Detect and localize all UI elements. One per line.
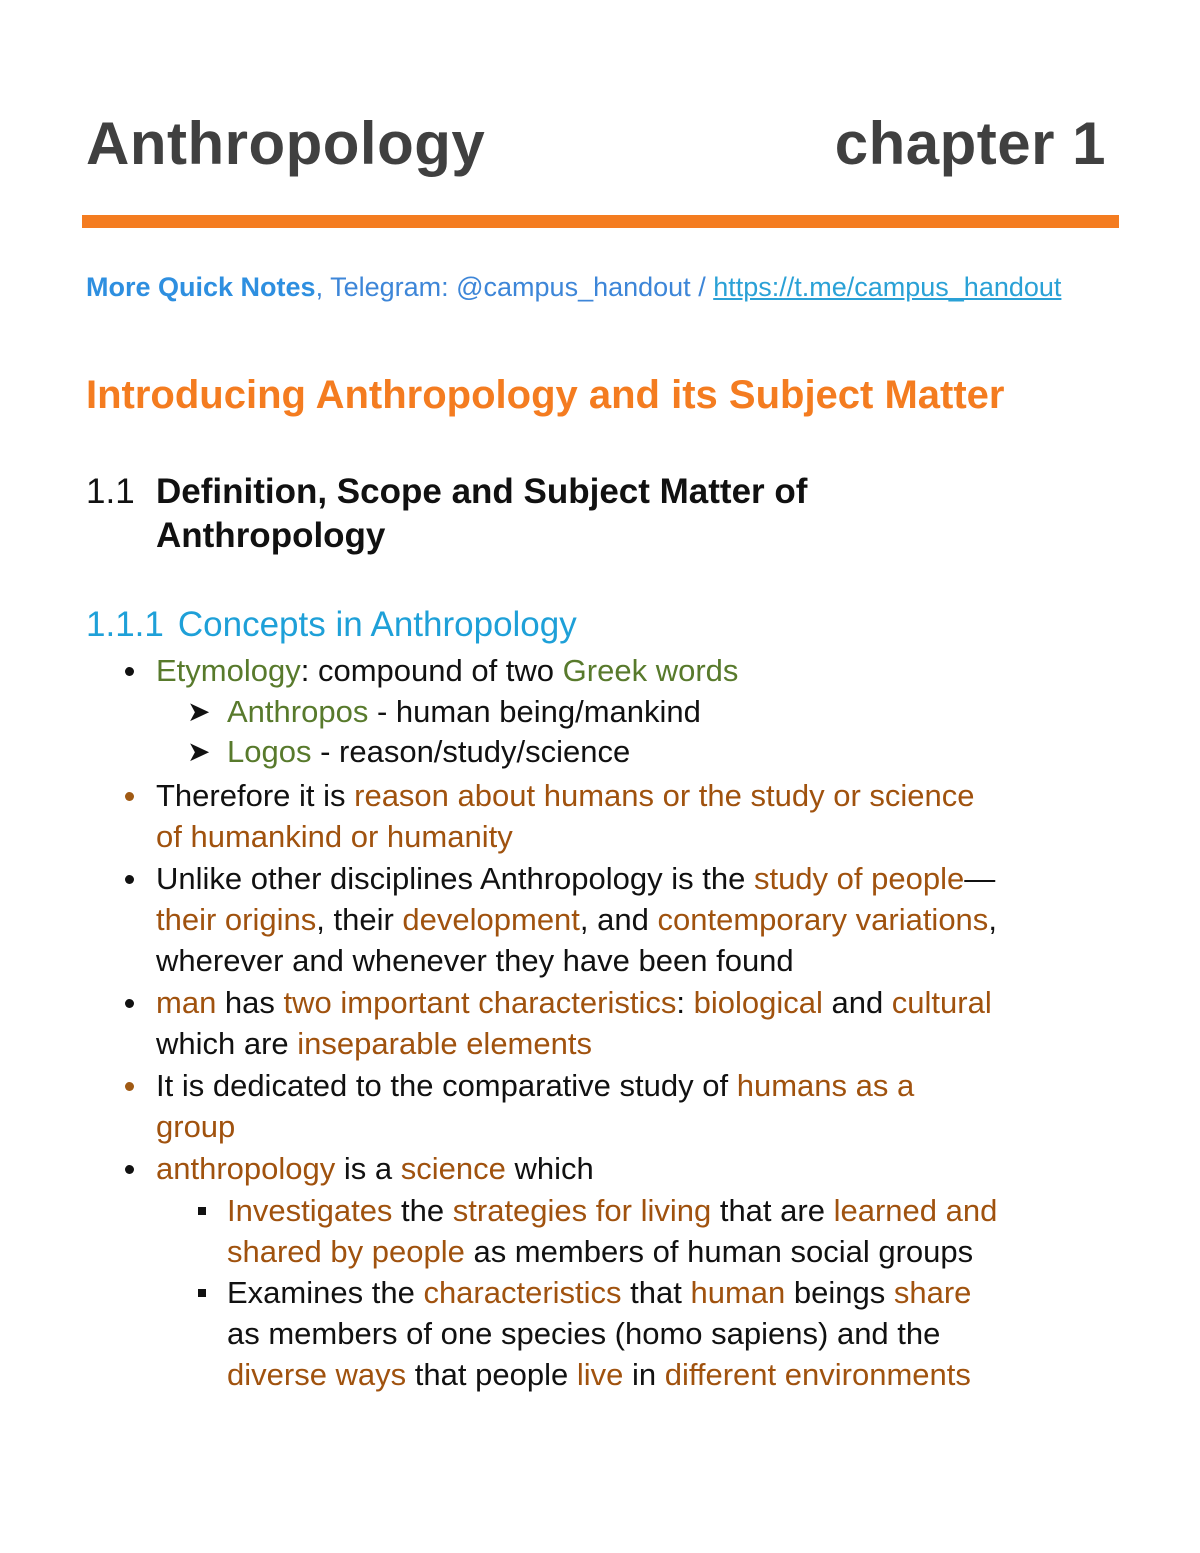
section-title-line-1: Definition, Scope and Subject Matter of (156, 472, 808, 511)
term: group (156, 1109, 236, 1144)
subsection-heading (86, 603, 577, 647)
term: study of people (753, 861, 965, 896)
term: share (893, 1275, 972, 1310)
term: two important characteristics (283, 985, 677, 1020)
text: , their (316, 902, 403, 937)
list-item-anthropos (187, 691, 1127, 732)
text: : compound of two (300, 653, 563, 688)
term: learned and (833, 1193, 998, 1228)
text: It is dedicated to the comparative study of (156, 1068, 737, 1103)
quick-notes-label: More Quick Notes (86, 272, 316, 302)
arrow-bullet-icon: ➤ (187, 696, 211, 727)
quick-notes-line (86, 270, 1061, 304)
text: in (623, 1357, 665, 1392)
page-header (86, 108, 1106, 180)
arrow-bullet-icon: ➤ (187, 736, 211, 767)
term: reason about humans or the study or science (354, 778, 975, 813)
list-item-science (156, 1148, 1146, 1189)
term: Investigates (227, 1193, 393, 1228)
term: humans as a (736, 1068, 915, 1103)
telegram-link[interactable]: https://t.me/campus_handout (713, 272, 1062, 302)
list-item-definition (156, 775, 1136, 857)
text: - human being/mankind (368, 694, 701, 729)
term: cultural (891, 985, 992, 1020)
list-item-comparative-study (156, 1065, 1146, 1147)
text: that are (711, 1193, 834, 1228)
text: the (392, 1193, 453, 1228)
term: strategies for living (452, 1193, 712, 1228)
term: development (402, 902, 580, 937)
telegram-handle: , Telegram: @campus_handout / (315, 272, 714, 302)
text: which are (156, 1026, 298, 1061)
list-item-etymology (156, 650, 1116, 691)
term: biological (693, 985, 823, 1020)
term: shared by people (227, 1234, 465, 1269)
text: , (988, 902, 997, 937)
term: of humankind or humanity (156, 819, 513, 854)
term: their origins (156, 902, 317, 937)
term: live (576, 1357, 624, 1392)
term: human (690, 1275, 786, 1310)
term: characteristics (423, 1275, 622, 1310)
term: inseparable elements (297, 1026, 592, 1061)
list-item-examines (227, 1272, 1147, 1395)
list-item-investigates (227, 1190, 1147, 1272)
intro-heading: Introducing Anthropology and its Subject Matter (86, 373, 1005, 417)
list-item-characteristics (156, 982, 1146, 1064)
text: Therefore it is (156, 778, 355, 813)
section-number: 1.1 (86, 472, 135, 511)
text: : (676, 985, 694, 1020)
text: as members of one species (homo sapiens) and the (227, 1316, 941, 1351)
text: that people (406, 1357, 577, 1392)
term: diverse ways (227, 1357, 407, 1392)
text: Unlike other disciplines Anthropology is the (156, 861, 754, 896)
section-title (156, 470, 916, 558)
term: Etymology (156, 653, 301, 688)
text: wherever and whenever they have been found (156, 943, 794, 978)
term: Greek words (562, 653, 739, 688)
list-item-study-of-people (156, 858, 1146, 981)
text: that (621, 1275, 691, 1310)
chapter-label: chapter 1 (834, 110, 1106, 177)
text: and (822, 985, 892, 1020)
text: which (505, 1151, 594, 1186)
subsection-number: 1.1.1 (86, 605, 164, 644)
text: , and (579, 902, 658, 937)
section-title-line-2: Anthropology (156, 516, 386, 555)
subsection-title: Concepts in Anthropology (177, 605, 577, 644)
text: is a (335, 1151, 401, 1186)
term: different environments (664, 1357, 971, 1392)
text: - reason/study/science (311, 734, 631, 769)
list-item-logos (187, 731, 1127, 772)
text: has (216, 985, 284, 1020)
term: Logos (227, 734, 312, 769)
text: as members of human social groups (464, 1234, 974, 1269)
term: Anthropos (227, 694, 369, 729)
term: science (400, 1151, 506, 1186)
term: man (156, 985, 217, 1020)
term: contemporary variations (657, 902, 989, 937)
text: Examines the (227, 1275, 424, 1310)
text: — (964, 861, 996, 896)
header-divider (82, 215, 1119, 228)
term: anthropology (156, 1151, 336, 1186)
document-title: Anthropology (86, 110, 486, 177)
text: beings (785, 1275, 894, 1310)
